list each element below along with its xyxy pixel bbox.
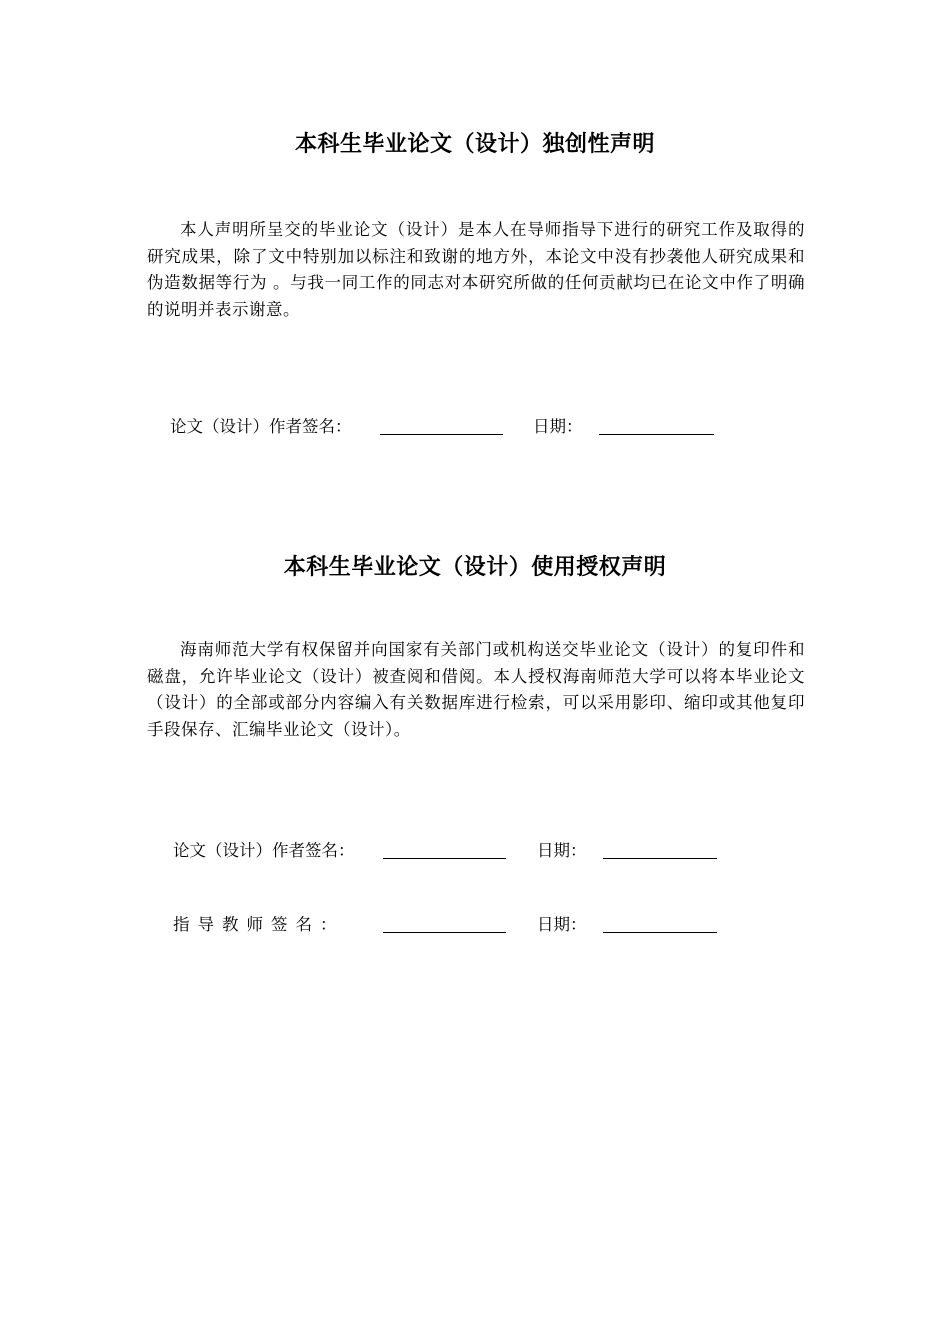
date-label: 日期： [533, 417, 583, 436]
declaration-body: 本人声明所呈交的毕业论文（设计）是本人在导师指导下进行的研究工作及取得的研究成果，除了文中特别加以标注和致谢的地方外，本论文中没有抄袭他人研究成果和伪造数据等行为 。与我一同工作的同志对本研究所做的任何贡献均已在论文中作了明确的说明并表示谢意。 [147, 220, 805, 319]
date-line[interactable] [599, 434, 714, 435]
authorization-body: 海南师范大学有权保留并向国家有关部门或机构送交毕业论文（设计）的复印件和磁盘，允许毕业论文（设计）被查阅和借阅。本人授权海南师范大学可以将本毕业论文（设计）的全部或部分内容编入有关数据库进行检索，可以采用影印、缩印或其他复印手段保存、汇编毕业论文（设计）。 [147, 640, 805, 739]
advisor-date-line[interactable] [603, 932, 717, 933]
author-signature-label: 论文（设计）作者签名： [170, 417, 352, 436]
author-signature-line[interactable] [383, 858, 506, 859]
author-date-label: 日期： [537, 841, 587, 860]
advisor-signature-line[interactable] [383, 932, 506, 933]
declaration-signature-row [170, 415, 730, 439]
advisor-date-label: 日期： [537, 915, 587, 934]
authorization-advisor-signature-row [173, 913, 733, 937]
author-date-line[interactable] [603, 858, 717, 859]
authorization-author-signature-row [173, 839, 733, 863]
declaration-title: 本科生毕业论文（设计）独创性声明 [294, 132, 655, 157]
advisor-signature-label: 指导教师签名： [173, 915, 345, 934]
author-signature-label: 论文（设计）作者签名： [173, 841, 355, 860]
author-signature-line[interactable] [380, 434, 503, 435]
authorization-title: 本科生毕业论文（设计）使用授权声明 [283, 555, 667, 580]
